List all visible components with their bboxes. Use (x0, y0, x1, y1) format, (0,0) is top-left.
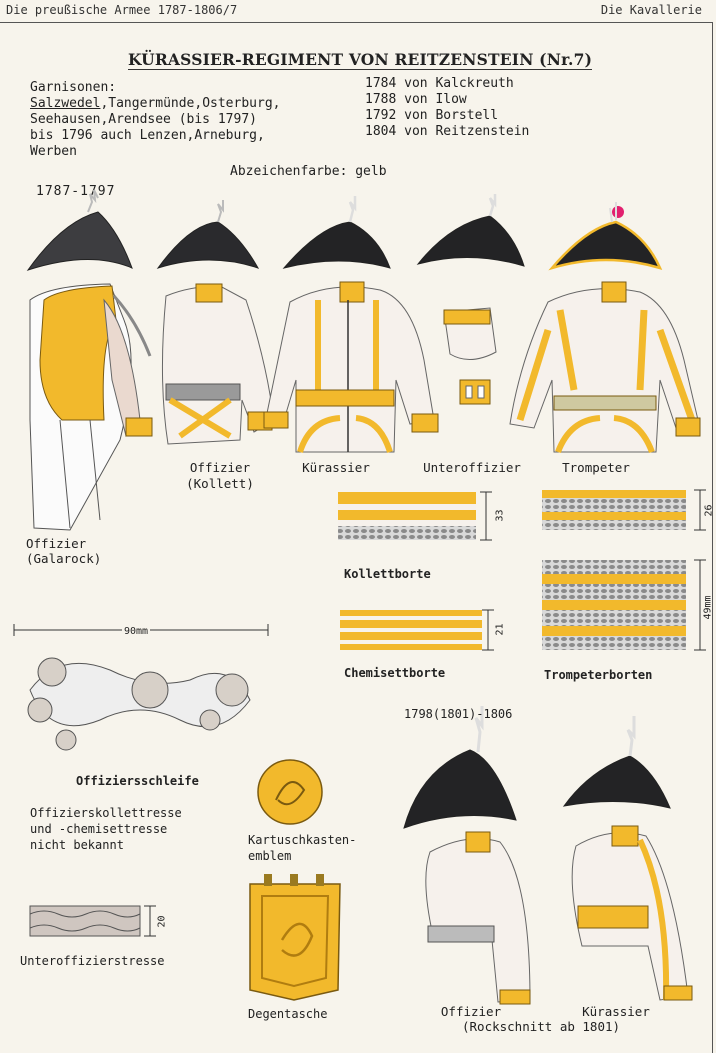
figure-offizier-late (426, 832, 530, 1004)
label-offizier-gala-2: (Galarock) (26, 551, 102, 566)
label-offizier-late: Offizier (440, 1004, 502, 1019)
uo-tresse-dimension: 20 (156, 915, 168, 928)
facing-color-note: Abzeichenfarbe: gelb (230, 164, 387, 179)
chemisettborte-swatch (340, 610, 494, 650)
garrison-label: Garnisonen: (30, 80, 117, 95)
period-1787-1797: 1787-1797 (36, 184, 116, 199)
tresse-note-1: Offizierskollettresse (30, 806, 182, 820)
figure-unteroffizier-details (444, 308, 496, 404)
hat-kurassier-late (564, 716, 670, 808)
chief-2: 1788 von Ilow (365, 92, 467, 107)
hat-kurassier (284, 196, 390, 268)
hat-unteroffizier (418, 194, 524, 266)
figure-offizier-kollett (162, 284, 274, 444)
trompeterborte-2-swatch (542, 560, 706, 650)
label-degentasche: Degentasche (248, 1007, 328, 1021)
chief-4: 1804 von Reitzenstein (365, 124, 530, 139)
label-trompeter: Trompeter (562, 460, 630, 475)
figure-trompeter (510, 282, 700, 452)
figure-kurassier-late (572, 826, 692, 1000)
label-unteroffizierstresse: Unteroffizierstresse (20, 954, 165, 968)
chemisettborte-dimension: 21 (494, 623, 506, 636)
label-kartuschkasten-1: Kartuschkasten- (248, 833, 357, 847)
garrison-line-4: Werben (30, 144, 77, 159)
period-1798-1806: 1798(1801)-1806 (404, 707, 513, 721)
kollettborte-dimension: 33 (494, 509, 506, 522)
hat-trompeter (552, 202, 660, 268)
trompeterborte-dimension-1: 26 (703, 504, 715, 517)
schleife-dimension: 90mm (124, 626, 149, 637)
tresse-note-3: nicht bekannt (30, 838, 124, 852)
label-offiziersschleife: Offiziersschleife (76, 774, 199, 788)
page-header-left: Die preußische Armee 1787-1806/7 (6, 3, 238, 17)
tresse-note-2: und -chemisettresse (30, 822, 168, 836)
label-kollettborte: Kollettborte (344, 567, 431, 581)
label-chemisettborte: Chemisettborte (344, 666, 446, 680)
hat-offizier-gala (28, 190, 132, 270)
chief-1: 1784 von Kalckreuth (365, 76, 514, 91)
garrison-line-1-rest: ,Tangermünde,Osterburg, (100, 96, 281, 111)
label-kurassier-late: Kürassier (582, 1004, 650, 1019)
label-offizier-gala-1: Offizier (26, 536, 87, 551)
label-kurassier: Kürassier (302, 460, 370, 475)
garrison-line-2: Seehausen,Arendsee (bis 1797) (30, 112, 257, 127)
page-title: KÜRASSIER-REGIMENT VON REITZENSTEIN (Nr.7) (128, 50, 593, 69)
label-unteroffizier: Unteroffizier (423, 460, 521, 475)
kollettborte-swatch (338, 492, 492, 540)
hat-offizier-kollett (158, 200, 258, 268)
label-rockschnitt: (Rockschnitt ab 1801) (462, 1019, 621, 1034)
degentasche-drawing (250, 874, 340, 1000)
garrison-line-3: bis 1796 auch Lenzen,Arneburg, (30, 128, 265, 143)
trompeterborte-1-swatch (542, 490, 706, 530)
label-kartuschkasten-2: emblem (248, 849, 292, 863)
trompeterborte-dimension-2: 49mm (702, 595, 714, 620)
hat-offizier-late (404, 706, 516, 828)
unteroffizierstresse-drawing (30, 906, 156, 936)
label-offizier-kollett-1: Offizier (189, 460, 251, 475)
garrison-first-town: Salzwedel (30, 96, 101, 111)
chief-3: 1792 von Borstell (365, 108, 499, 123)
figure-kurassier (264, 282, 438, 452)
label-offizier-kollett-2: (Kollett) (186, 476, 254, 491)
kartuschkasten-emblem-drawing (258, 760, 322, 824)
offiziersschleife-drawing (14, 624, 268, 750)
figure-offizier-galarock (30, 284, 152, 530)
label-trompeterborten: Trompeterborten (544, 668, 653, 682)
page-header-right: Die Kavallerie (600, 3, 702, 17)
